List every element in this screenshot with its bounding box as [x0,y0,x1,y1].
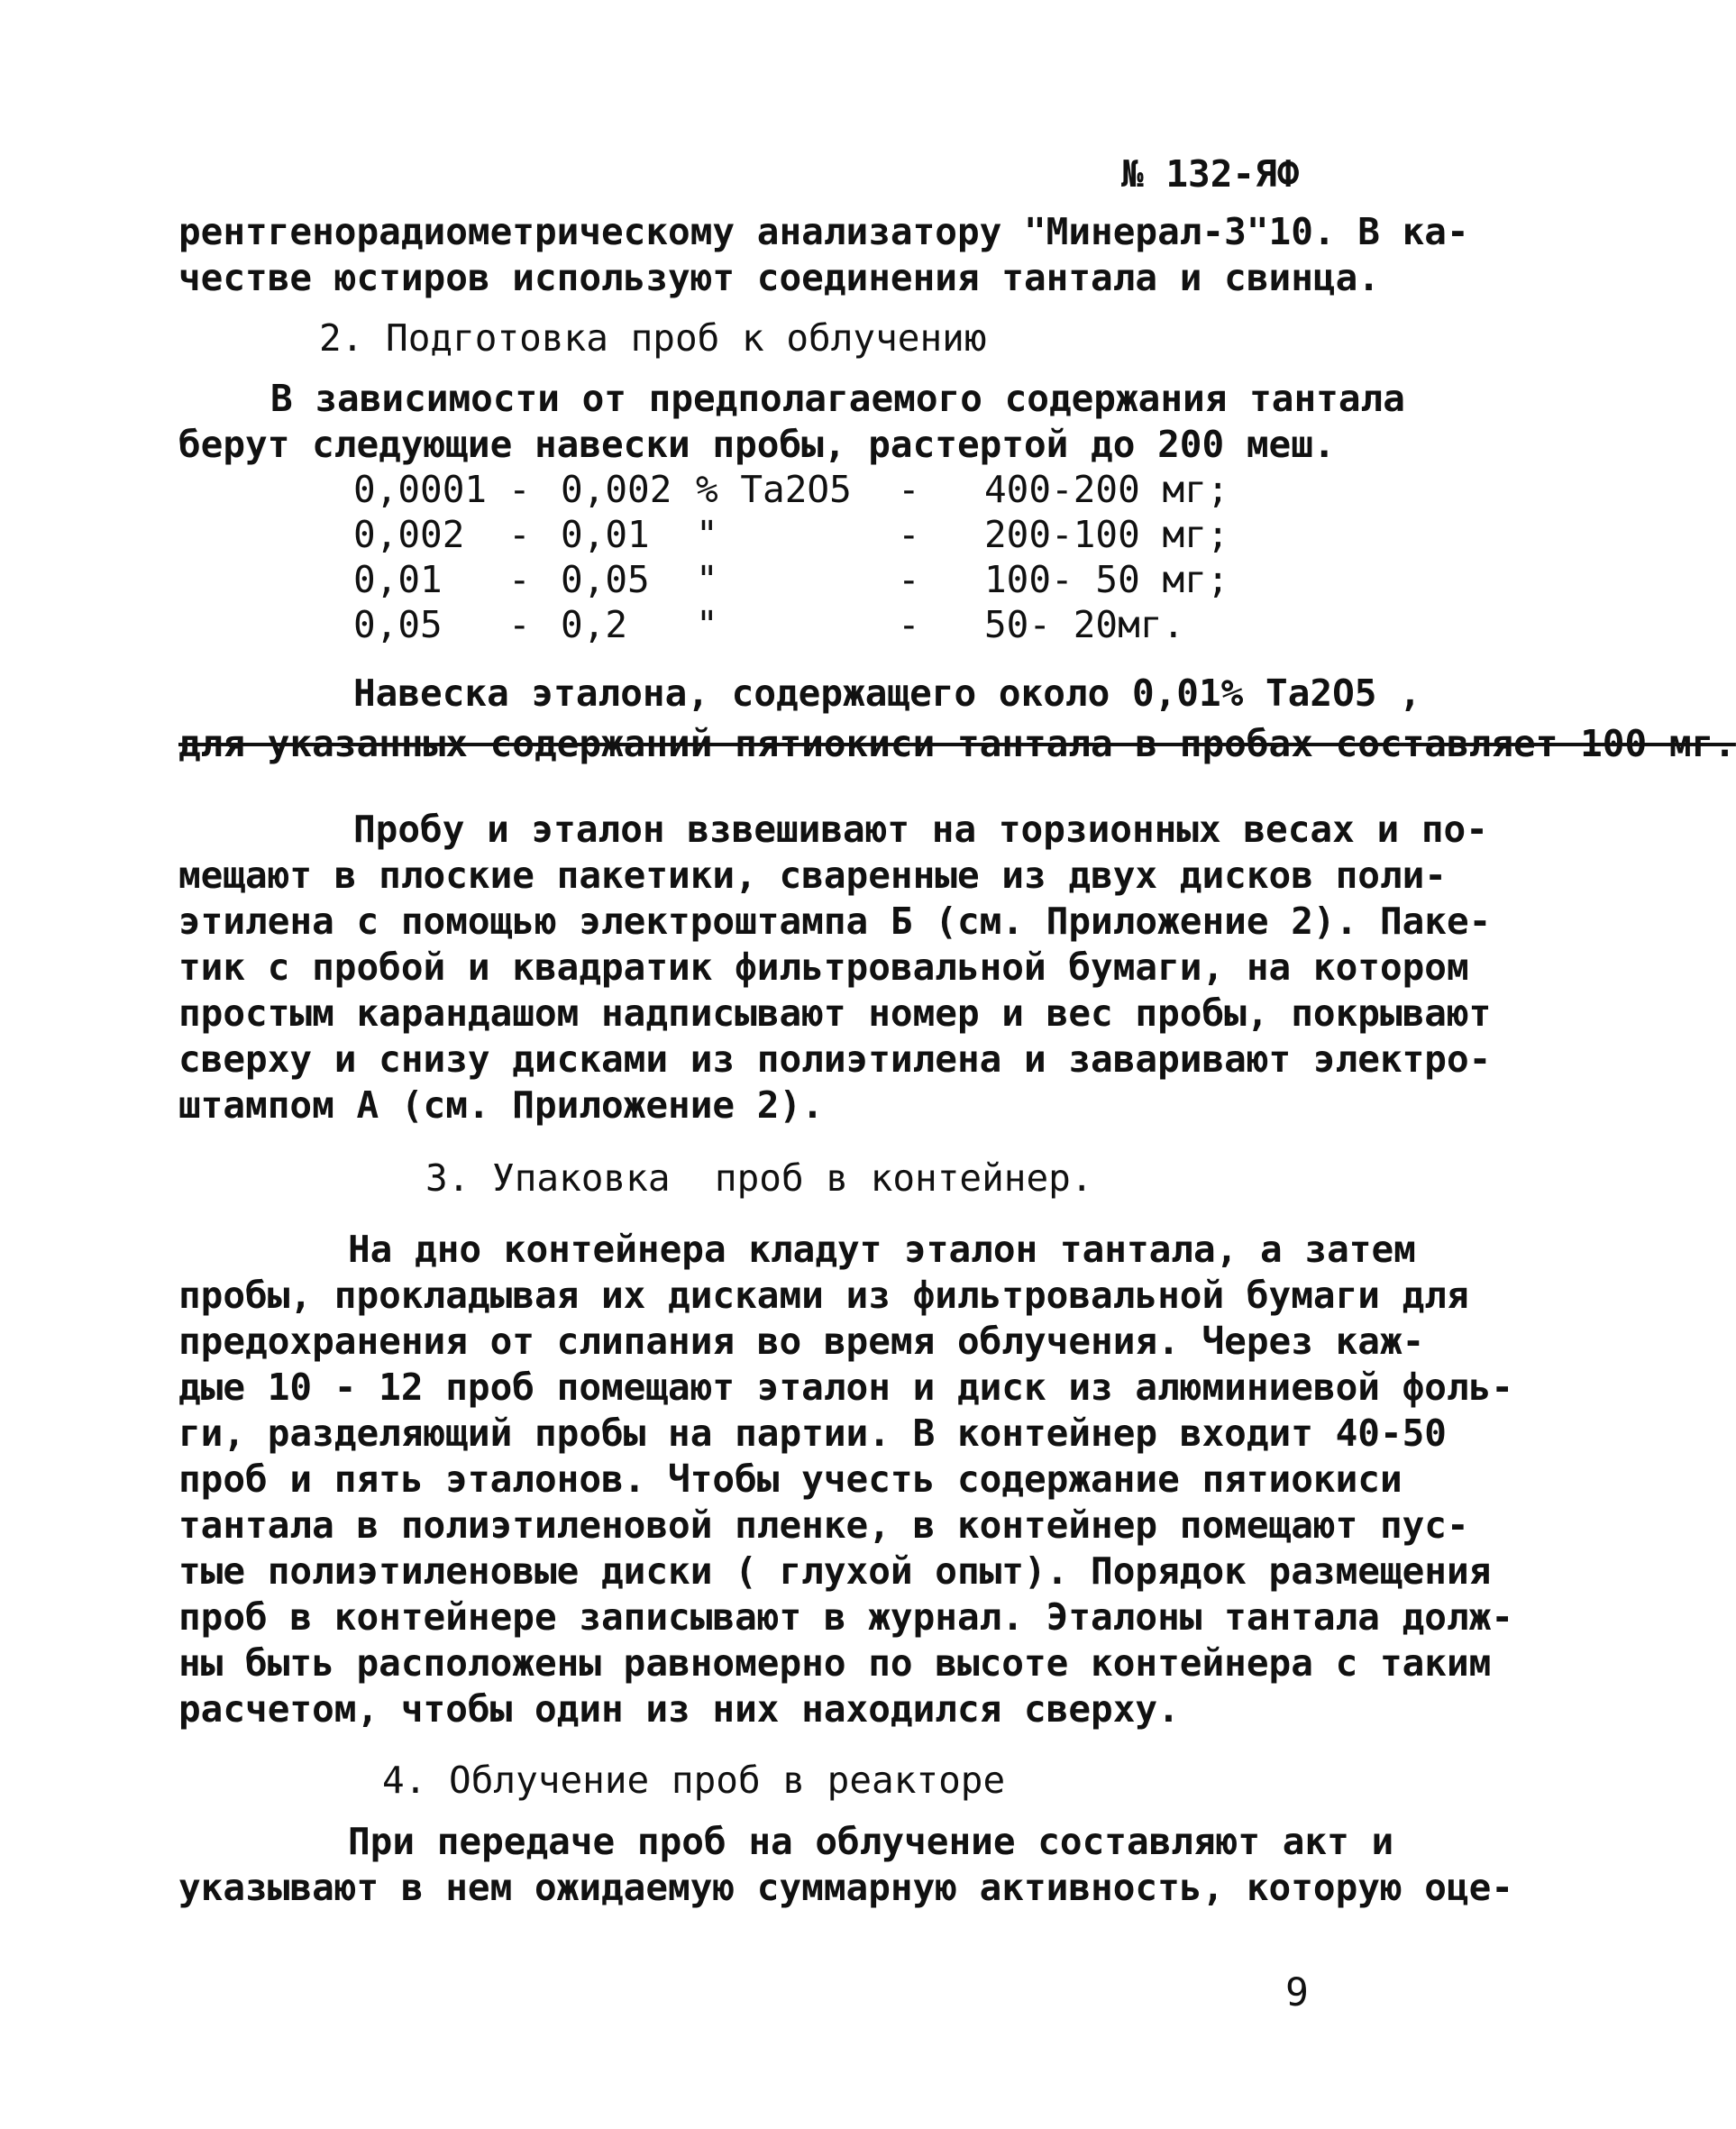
range-from: 0,002 [353,513,465,556]
paragraph-line: указывают в нем ожидаемую суммарную активность, которую оце- [178,1866,1514,1909]
range-from: 0,0001 [353,468,488,511]
range-unit: " [696,558,718,601]
sample-mass: 50- 20мг. [984,603,1185,646]
document-number: № 132-ЯФ [1121,152,1300,196]
mass-dash: - [898,513,920,556]
paragraph-line: берут следующие навески пробы, растертой до 200 меш. [178,423,1336,466]
range-to: 0,05 [561,558,650,601]
paragraph-line: пробы, прокладывая их дисками из фильтровальной бумаги для [178,1274,1469,1317]
paragraph-line: тые полиэтиленовые диски ( глухой опыт). Порядок размещения [178,1549,1492,1593]
mass-dash: - [898,603,920,646]
mass-dash: - [898,468,920,511]
sample-mass: 200-100 мг; [984,513,1229,556]
paragraph-line: дые 10 - 12 проб помещают эталон и диск из алюминиевой фоль- [178,1366,1514,1409]
range-to: 0,01 [561,513,650,556]
paragraph-line: расчетом, чтобы один из них находился сверху. [178,1687,1180,1731]
mass-dash: - [898,558,920,601]
paragraph-line: сверху и снизу дисками из полиэтилена и заваривают электро- [178,1037,1492,1081]
paragraph-line: мещают в плоские пакетики, сваренные из двух дисков поли- [178,854,1447,897]
section-2-title: 2. Подготовка проб к облучению [319,316,987,360]
paragraph-line: тантала в полиэтиленовой пленке, в контейнер помещают пус- [178,1503,1469,1547]
crossed-out-line: для указанных содержаний пятиокиси тантала в пробах составляет 100 мг. [178,722,1736,765]
paragraph-line: ги, разделяющий пробы на партии. В контейнер входит 40-50 [178,1412,1447,1455]
range-dash: - [508,468,531,511]
range-unit: " [696,513,718,556]
standard-line: Навеска эталона, содержащего около 0,01% Ta2O5 , [353,672,1421,715]
paragraph-line: ны быть расположены равномерно по высоте контейнера с таким [178,1641,1492,1685]
sample-mass: 100- 50 мг; [984,558,1229,601]
paragraph-line: проб и пять эталонов. Чтобы учесть содержание пятиокиси [178,1457,1403,1501]
sample-mass: 400-200 мг; [984,468,1229,511]
range-dash: - [508,558,531,601]
section-4-title: 4. Облучение проб в реакторе [382,1759,1006,1802]
range-to: 0,2 [561,603,628,646]
paragraph-line: При передаче проб на облучение составляют акт и [348,1820,1394,1863]
range-dash: - [508,603,531,646]
range-from: 0,01 [353,558,443,601]
paragraph-line: В зависимости от предполагаемого содержания тантала [270,377,1405,420]
paragraph-line: простым карандашом надписывают номер и вес пробы, покрывают [178,991,1492,1035]
range-to: 0,002 [561,468,672,511]
range-from: 0,05 [353,603,443,646]
range-unit: " [696,603,718,646]
paragraph-line: Пробу и эталон взвешивают на торзионных весах и по- [353,808,1488,851]
paragraph-line: рентгенорадиометрическому анализатору "Минерал-3"10. В ка- [178,210,1469,253]
section-3-title: 3. Упаковка проб в контейнер. [425,1156,1093,1200]
paragraph-line: тик с пробой и квадратик фильтровальной бумаги, на котором [178,946,1469,989]
paragraph-line: предохранения от слипания во время облучения. Через каж- [178,1320,1425,1363]
paragraph-line: честве юстиров используют соединения тантала и свинца. [178,256,1380,299]
range-dash: - [508,513,531,556]
paragraph-line: На дно контейнера кладут эталон тантала, а затем [348,1228,1416,1271]
page-number: 9 [1285,1970,1309,2015]
paragraph-line: проб в контейнере записывают в журнал. Эталоны тантала долж- [178,1595,1514,1639]
paragraph-line: штампом А (см. Приложение 2). [178,1083,824,1127]
paragraph-line: этилена с помощью электроштампа Б (см. Приложение 2). Паке- [178,900,1492,943]
range-unit: % Ta2O5 [696,468,852,511]
